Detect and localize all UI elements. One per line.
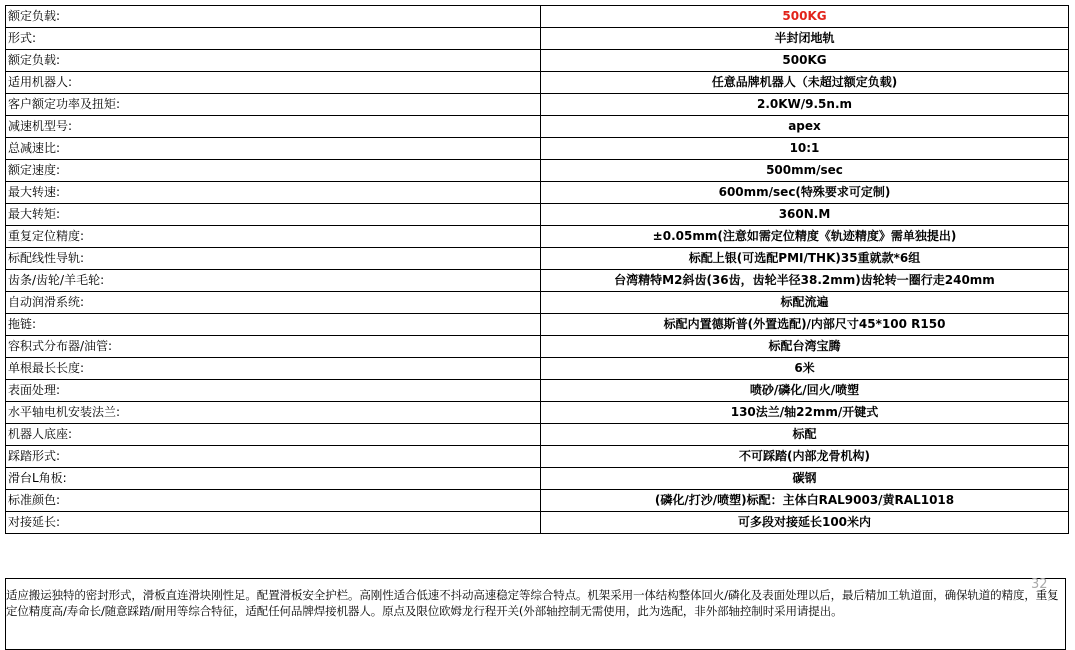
spec-row [6, 402, 1069, 424]
spec-row [6, 490, 1069, 512]
spec-row [6, 72, 1069, 94]
spec-value: 碳钢 [541, 468, 1069, 490]
spec-row [6, 182, 1069, 204]
spec-value: 标配内置德斯普(外置选配)/内部尺寸45*100 R150 [541, 314, 1069, 336]
spec-value: 500mm/sec [541, 160, 1069, 182]
spec-label: 容积式分布器/油管: [6, 336, 541, 358]
spec-row [6, 358, 1069, 380]
spec-label: 对接延长: [6, 512, 541, 534]
spec-label: 重复定位精度: [6, 226, 541, 248]
spec-value: apex [541, 116, 1069, 138]
spec-label: 客户额定功率及扭矩: [6, 94, 541, 116]
spec-value: 不可踩踏(内部龙骨机构) [541, 446, 1069, 468]
spec-row [6, 138, 1069, 160]
spec-value: 360N.M [541, 204, 1069, 226]
spec-label: 最大转速: [6, 182, 541, 204]
spec-value: 标配上银(可选配PMI/THK)35重就款*6组 [541, 248, 1069, 270]
spec-label: 总减速比: [6, 138, 541, 160]
spec-label: 踩踏形式: [6, 446, 541, 468]
spec-row [6, 248, 1069, 270]
spec-row [6, 270, 1069, 292]
spec-label: 水平轴电机安装法兰: [6, 402, 541, 424]
spec-row [6, 512, 1069, 534]
spec-value: 半封闭地轨 [541, 28, 1069, 50]
spec-value: (磷化/打沙/喷塑)标配：主体白RAL9003/黄RAL1018 [541, 490, 1069, 512]
spec-row [6, 160, 1069, 182]
spec-table [5, 5, 1069, 534]
spec-value: 2.0KW/9.5n.m [541, 94, 1069, 116]
spec-row [6, 94, 1069, 116]
spec-value: 500KG [541, 50, 1069, 72]
spec-label: 自动润滑系统: [6, 292, 541, 314]
spec-value: 600mm/sec(特殊要求可定制) [541, 182, 1069, 204]
spec-row [6, 424, 1069, 446]
spec-label: 最大转矩: [6, 204, 541, 226]
spec-row [6, 28, 1069, 50]
spec-row [6, 6, 1069, 28]
spec-row [6, 380, 1069, 402]
spec-value: 标配台湾宝腾 [541, 336, 1069, 358]
spec-value: 喷砂/磷化/回火/喷塑 [541, 380, 1069, 402]
spec-label: 单根最长长度: [6, 358, 541, 380]
spec-label: 机器人底座: [6, 424, 541, 446]
spec-row [6, 468, 1069, 490]
spec-row [6, 226, 1069, 248]
spec-value: 10:1 [541, 138, 1069, 160]
spec-label: 减速机型号: [6, 116, 541, 138]
spec-label: 额定速度: [6, 160, 541, 182]
spec-row [6, 336, 1069, 358]
spec-value: 标配 [541, 424, 1069, 446]
spec-value: 500KG [541, 6, 1069, 28]
spec-label: 标配线性导轨: [6, 248, 541, 270]
spec-value: 130法兰/轴22mm/开键式 [541, 402, 1069, 424]
spec-value: 可多段对接延长100米内 [541, 512, 1069, 534]
spec-label: 齿条/齿轮/羊毛轮: [6, 270, 541, 292]
spec-value: 标配流遍 [541, 292, 1069, 314]
spec-label: 额定负载: [6, 6, 541, 28]
spec-label: 形式: [6, 28, 541, 50]
page-number: 32 [1031, 577, 1048, 592]
spec-value: 6米 [541, 358, 1069, 380]
spec-label: 拖链: [6, 314, 541, 336]
spec-label: 标准颜色: [6, 490, 541, 512]
spec-row [6, 116, 1069, 138]
spec-row [6, 446, 1069, 468]
spec-row [6, 50, 1069, 72]
spec-label: 适用机器人: [6, 72, 541, 94]
spec-label: 额定负载: [6, 50, 541, 72]
description-box [5, 578, 1066, 650]
spec-label: 滑台L角板: [6, 468, 541, 490]
spec-row [6, 314, 1069, 336]
spec-value: 台湾精特M2斜齿(36齿，齿轮半径38.2mm)齿轮转一圈行走240mm [541, 270, 1069, 292]
spec-label: 表面处理: [6, 380, 541, 402]
spec-value: 任意品牌机器人（未超过额定负载) [541, 72, 1069, 94]
spec-row [6, 204, 1069, 226]
spec-row [6, 292, 1069, 314]
description-text: 适应搬运独特的密封形式，滑板直连滑块刚性足。配置滑板安全护栏。高刚性适合低速不抖动高速稳定等综合特点。机架采用一体结构整体回火/磷化及表面处理以后，最后精加工轨道面，确保轨道的精度，重复定位精度高/寿命长/随意踩踏/耐用等综合特征，适配任何品牌焊接机器人。原点及限位欧姆龙行程开关(外部轴控制无需使用，此为选配，非外部轴控制时采用请提出。 [6, 588, 1059, 618]
spec-value: ±0.05mm(注意如需定位精度《轨迹精度》需单独提出) [541, 226, 1069, 248]
